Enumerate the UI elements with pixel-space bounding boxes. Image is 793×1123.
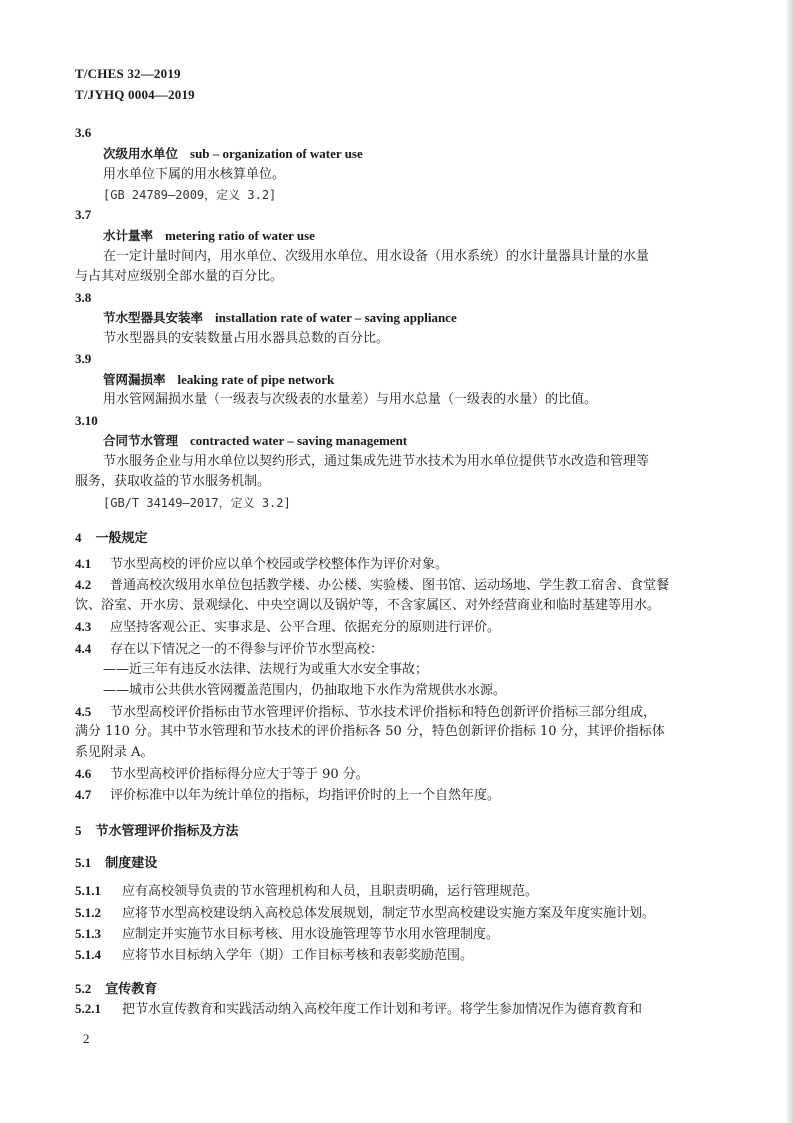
subsection-heading bbox=[75, 978, 157, 997]
term-number: 3.7 bbox=[75, 207, 92, 222]
clause bbox=[75, 555, 448, 574]
clause bbox=[75, 786, 500, 805]
clause bbox=[75, 882, 538, 901]
term-definition: 用水管网漏损水量（一级表与次级表的水量差）与用水总量（一级表的水量）的比值。 bbox=[103, 392, 598, 407]
clause-text: 饮、浴室、开水房、景观绿化、中央空调以及锅炉等，不含家属区、对外经营商业和临时基建等用水。 bbox=[75, 598, 661, 613]
clause bbox=[75, 904, 655, 923]
page-edge-shadow bbox=[785, 0, 793, 1123]
term-definition: 服务，获取收益的节水服务机制。 bbox=[75, 474, 271, 489]
clause bbox=[75, 640, 383, 659]
section-heading bbox=[75, 820, 239, 839]
term-zh: 水计量率 bbox=[103, 228, 154, 243]
subsection-title: 制度建设 bbox=[105, 856, 158, 871]
clause-number: 5.2.1 bbox=[75, 1001, 101, 1016]
clause-text: 把节水宣传教育和实践活动纳入高校年度工作计划和考评。将学生参加情况作为德育教育和 bbox=[122, 1002, 643, 1017]
clause-number: 4.6 bbox=[75, 766, 92, 781]
term-en: installation rate of water – saving appliance bbox=[215, 310, 457, 325]
clause bbox=[75, 1000, 642, 1019]
clause-number: 5.1.4 bbox=[75, 947, 101, 962]
term-en: contracted water – saving management bbox=[190, 433, 408, 448]
term-definition: 与占其对应级别全部水量的百分比。 bbox=[75, 269, 284, 284]
standard-code-2: T/JYHQ 0004—2019 bbox=[75, 87, 195, 102]
section-number: 4 bbox=[75, 530, 82, 545]
clause-text: 存在以下情况之一的不得参与评价节水型高校： bbox=[110, 642, 384, 657]
clause-text: 满分 110 分。其中节水管理和节水技术的评价指标各 50 分，特色创新评价指标 10 分，其评价指标体 bbox=[75, 724, 665, 739]
page-number: 2 bbox=[83, 1031, 90, 1046]
subsection-heading bbox=[75, 852, 157, 871]
clause-number: 4.3 bbox=[75, 619, 92, 634]
term-zh: 合同节水管理 bbox=[103, 433, 179, 448]
section-heading bbox=[75, 527, 148, 546]
clause-text: 评价标准中以年为统计单位的指标，均指评价时的上一个自然年度。 bbox=[110, 788, 501, 803]
term-definition: 在一定计量时间内，用水单位、次级用水单位、用水设备（用水系统）的水计量器具计量的水量 bbox=[103, 249, 650, 264]
clause-text: 应制定并实施节水目标考核、用水设施管理等节水用水管理制度。 bbox=[122, 927, 500, 942]
clause-number: 4.2 bbox=[75, 577, 92, 592]
clause bbox=[75, 765, 369, 784]
term-title bbox=[103, 432, 407, 451]
term-en: metering ratio of water use bbox=[165, 228, 315, 243]
subsection-number: 5.2 bbox=[75, 981, 92, 996]
clause-text: 应将节水型高校建设纳入高校总体发展规划，制定节水型高校建设实施方案及年度实施计划。 bbox=[122, 906, 656, 921]
list-item: ——城市公共供水管网覆盖范围内，仍抽取地下水作为常规供水水源。 bbox=[103, 683, 507, 698]
clause-text: 应坚持客观公正、实事求是、公平合理、依据充分的原则进行评价。 bbox=[110, 620, 501, 635]
term-zh: 管网漏损率 bbox=[103, 372, 166, 387]
term-definition: 用水单位下属的用水核算单位。 bbox=[103, 167, 286, 182]
clause-number: 4.7 bbox=[75, 787, 92, 802]
term-definition: 节水型器具的安装数量占用水器具总数的百分比。 bbox=[103, 331, 390, 346]
clause-text: 节水型高校的评价应以单个校园或学校整体作为评价对象。 bbox=[110, 557, 449, 572]
list-item: ——近三年有违反水法律、法规行为或重大水安全事故； bbox=[103, 662, 429, 677]
clause-text: 节水型高校评价指标得分应大于等于 90 分。 bbox=[110, 767, 369, 782]
subsection-title: 宣传教育 bbox=[105, 982, 158, 997]
clause-number: 5.1.2 bbox=[75, 905, 101, 920]
clause-text: 应有高校领导负责的节水管理机构和人员，且职责明确，运行管理规范。 bbox=[122, 884, 539, 899]
standard-code-1: T/CHES 32—2019 bbox=[75, 66, 181, 81]
clause bbox=[75, 946, 473, 965]
term-title bbox=[103, 309, 457, 328]
subsection-number: 5.1 bbox=[75, 855, 92, 870]
clause bbox=[75, 925, 499, 944]
term-en: sub – organization of water use bbox=[190, 146, 363, 161]
clause-text: 节水型高校评价指标由节水管理评价指标、节水技术评价指标和特色创新评价指标三部分组成， bbox=[110, 705, 657, 720]
term-title bbox=[103, 371, 334, 390]
section-title: 节水管理评价指标及方法 bbox=[95, 824, 239, 839]
clause bbox=[75, 703, 656, 722]
clause-number: 4.1 bbox=[75, 556, 92, 571]
term-number: 3.8 bbox=[75, 290, 92, 305]
term-title bbox=[103, 145, 363, 164]
section-title: 一般规定 bbox=[95, 531, 148, 546]
term-number: 3.9 bbox=[75, 351, 92, 366]
clause-number: 5.1.3 bbox=[75, 926, 101, 941]
term-reference: [GB 24789—2009，定义 3.2] bbox=[103, 188, 277, 202]
clause-number: 5.1.1 bbox=[75, 883, 101, 898]
clause-number: 4.4 bbox=[75, 641, 92, 656]
term-reference: [GB/T 34149—2017，定义 3.2] bbox=[103, 496, 291, 510]
clause bbox=[75, 618, 500, 637]
term-en: leaking rate of pipe network bbox=[177, 372, 335, 387]
clause-text: 普通高校次级用水单位包括教学楼、办公楼、实验楼、图书馆、运动场地、学生教工宿舍、食堂餐 bbox=[110, 578, 670, 593]
term-zh: 节水型器具安装率 bbox=[103, 310, 204, 325]
term-zh: 次级用水单位 bbox=[103, 146, 179, 161]
clause-number: 4.5 bbox=[75, 704, 92, 719]
clause-text: 系见附录 A。 bbox=[75, 745, 154, 760]
clause-text: 应将节水目标纳入学年（期）工作目标考核和表彰奖励范围。 bbox=[122, 948, 474, 963]
clause bbox=[75, 576, 669, 595]
term-definition: 节水服务企业与用水单位以契约形式，通过集成先进节水技术为用水单位提供节水改造和管理等 bbox=[103, 454, 650, 469]
term-number: 3.6 bbox=[75, 125, 92, 140]
term-number: 3.10 bbox=[75, 413, 98, 428]
term-title bbox=[103, 227, 315, 246]
section-number: 5 bbox=[75, 823, 82, 838]
